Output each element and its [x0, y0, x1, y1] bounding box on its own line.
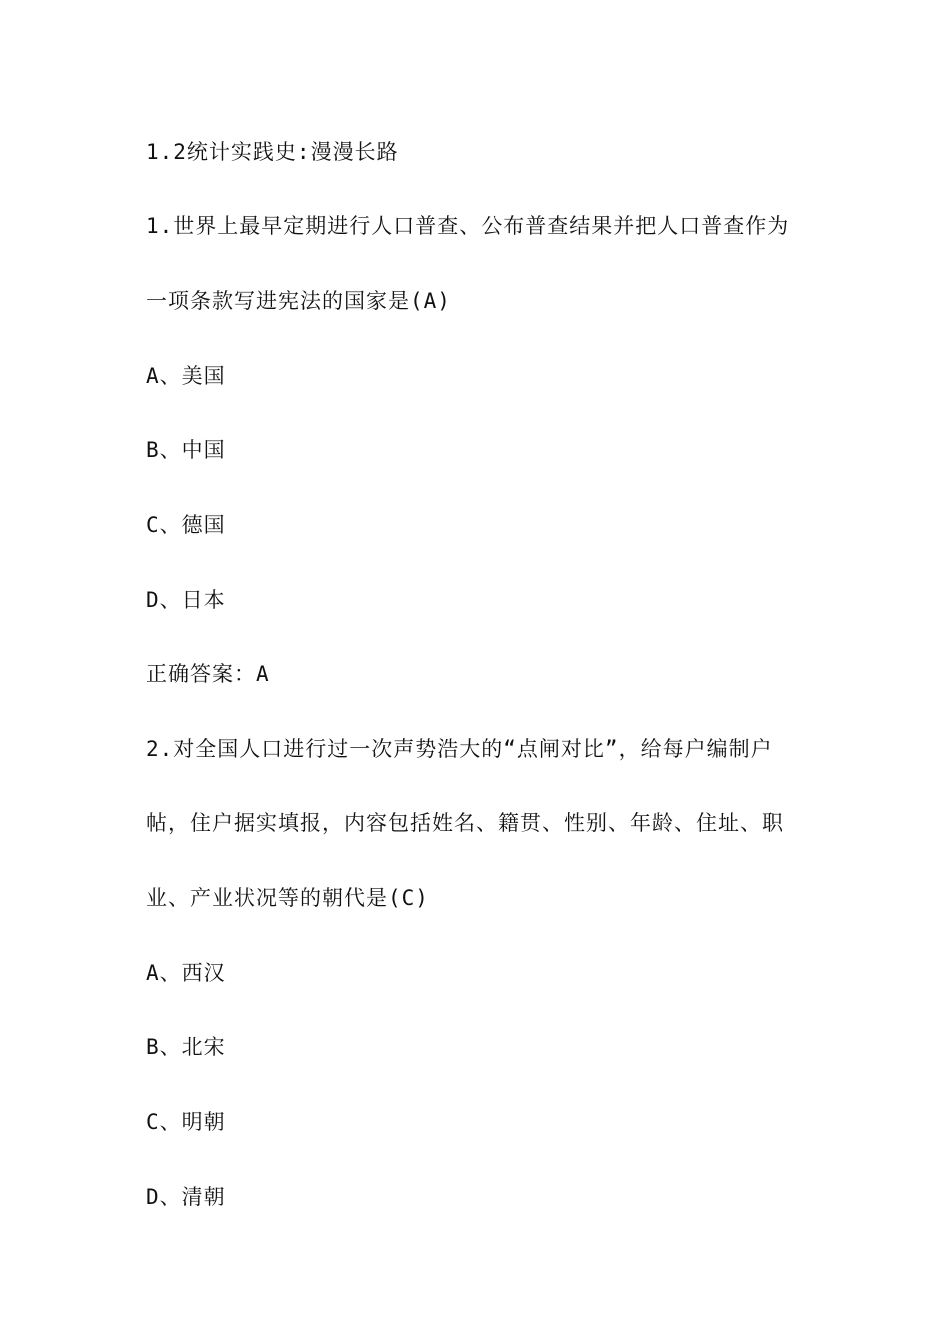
question-1-stem-line-2: 一项条款写进宪法的国家是(A)	[146, 289, 451, 313]
question-2-option-c: C、明朝	[146, 1110, 226, 1134]
question-1-answer: 正确答案：A	[146, 662, 270, 686]
question-2-option-b: B、北宋	[146, 1035, 226, 1059]
question-1-stem-line-1: 1.世界上最早定期进行人口普查、公布普查结果并把人口普查作为	[146, 214, 790, 238]
question-1-option-a: A、美国	[146, 364, 226, 388]
question-1-option-c: C、德国	[146, 513, 226, 537]
section-title: 1.2统计实践史:漫漫长路	[146, 140, 399, 164]
question-2-option-d: D、清朝	[146, 1185, 226, 1209]
question-2-option-a: A、西汉	[146, 961, 226, 985]
question-2-stem-line-2: 帖，住户据实填报，内容包括姓名、籍贯、性别、年龄、住址、职	[146, 811, 784, 835]
question-2-stem-line-3: 业、产业状况等的朝代是(C)	[146, 886, 429, 910]
question-2-stem-line-1: 2.对全国人口进行过一次声势浩大的“点闸对比”，给每户编制户	[146, 737, 773, 761]
question-1-option-d: D、日本	[146, 588, 226, 612]
question-1-option-b: B、中国	[146, 438, 226, 462]
